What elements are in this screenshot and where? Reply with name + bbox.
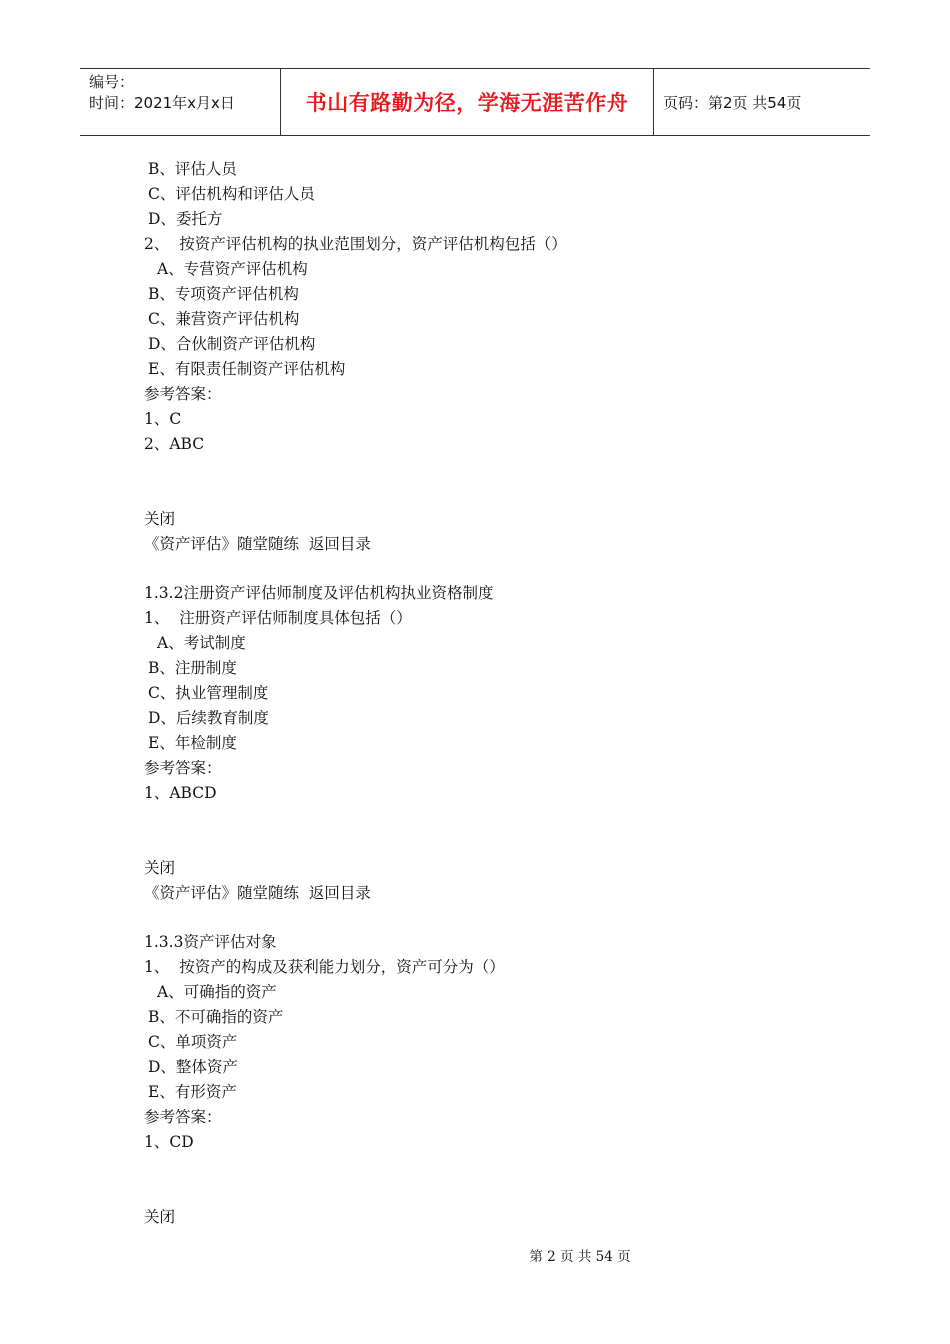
option-line: D、合伙制资产评估机构 [148,335,316,353]
header-meta [80,69,281,135]
answer-heading: 参考答案： [144,385,222,403]
question-line: 1、 注册资产评估师制度具体包括（） [144,609,412,627]
section-a [144,157,844,557]
option-line: D、整体资产 [148,1058,238,1076]
option-line: E、有限责任制资产评估机构 [148,360,346,378]
question-line: 2、 按资产评估机构的执业范围划分，资产评估机构包括（） [144,235,567,253]
section-b [144,581,844,906]
option-line: C、单项资产 [148,1033,238,1051]
section-title: 1.3.2注册资产评估师制度及评估机构执业资格制度 [144,584,494,602]
option-line: B、注册制度 [148,659,237,677]
option-line: B、不可确指的资产 [148,1008,284,1026]
section-c [144,930,844,1230]
page-footer [0,1245,950,1265]
answer-heading: 参考答案： [144,1108,222,1126]
option-line: A、专营资产评估机构 [157,260,308,278]
option-line: D、后续教育制度 [148,709,269,727]
option-line: E、有形资产 [148,1083,237,1101]
return-to-contents-link[interactable]: 《资产评估》随堂随练 返回目录 [144,535,371,553]
close-link[interactable]: 关闭 [144,1208,176,1226]
option-line: B、评估人员 [148,160,237,178]
answer-line: 1、C [144,410,182,428]
option-line: C、评估机构和评估人员 [148,185,315,203]
close-link[interactable]: 关闭 [144,510,176,528]
return-to-contents-link[interactable]: 《资产评估》随堂随练 返回目录 [144,884,371,902]
header-page-label: 页码：第2页 共54页 [663,93,802,112]
option-line: B、专项资产评估机构 [148,285,299,303]
document-date-label: 时间：2021年x月x日 [89,94,235,112]
answer-line: 1、ABCD [144,784,217,802]
document-number-label: 编号： [89,73,135,91]
answer-heading: 参考答案： [144,759,222,777]
document-body [144,157,844,1230]
page-header [80,68,870,136]
option-line: C、执业管理制度 [148,684,269,702]
option-line: A、考试制度 [157,634,246,652]
answer-line: 1、CD [144,1133,194,1151]
footer-page-number: 第 2 页 共 54 页 [529,1249,631,1265]
header-motto: 书山有路勤为径，学海无涯苦作舟 [281,69,654,135]
option-line: D、委托方 [148,210,223,228]
option-line: E、年检制度 [148,734,237,752]
option-line: C、兼营资产评估机构 [148,310,300,328]
question-line: 1、 按资产的构成及获利能力划分，资产可分为（） [144,958,505,976]
close-link[interactable]: 关闭 [144,859,176,877]
answer-line: 2、ABC [144,435,205,453]
option-line: A、可确指的资产 [157,983,277,1001]
section-title: 1.3.3资产评估对象 [144,933,277,951]
